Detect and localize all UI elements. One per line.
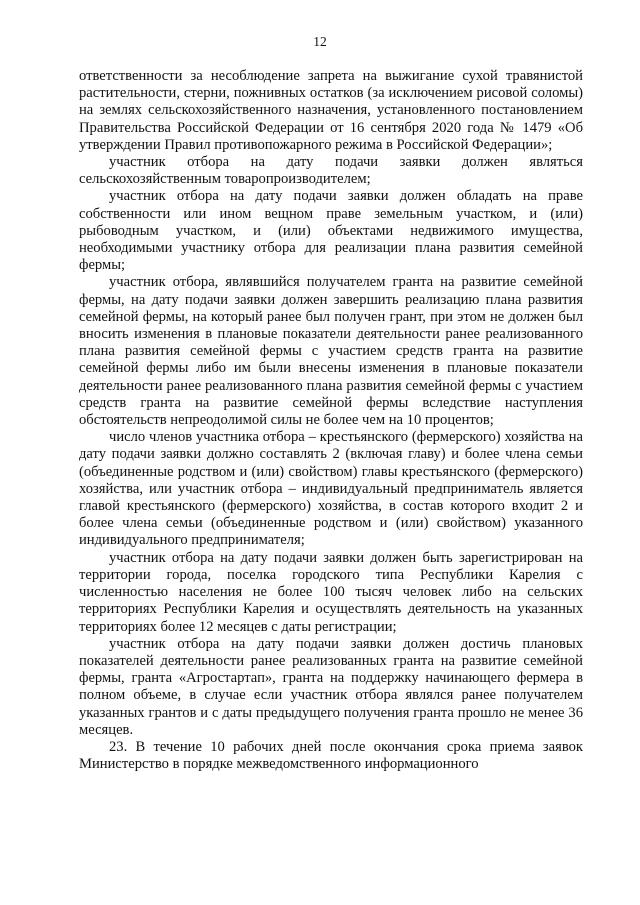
paragraph-item-23: 23. В течение 10 рабочих дней после окончания срока приема заявок Министерство в порядке межведомственного информационного (79, 738, 583, 773)
paragraph-agricultural-producer: участник отбора на дату подачи заявки должен являться сельскохозяйственным товаропроизводителем; (79, 154, 583, 188)
document-body (79, 68, 583, 773)
paragraph-planned-indicators: участник отбора на дату подачи заявки должен достичь плановых показателей деятельности ранее реализованных гранта на развитие семейной фермы, гранта «Агростартап», гранта на поддержку начинающего фермера в полном объеме, в случае если участник отбора являлся ранее получателем указанных грантов и с даты предыдущего получения гранта прошло не менее 36 месяцев. (79, 635, 583, 738)
paragraph-family-members: число членов участника отбора – крестьянского (фермерского) хозяйства на дату подачи заявки должно составлять 2 (включая главу) и более члена семьи (объединенные родством и (или) свойством) главы крестьянского (фермерского) хозяйства, или участник отбора – индивидуальный предприниматель является главой крестьянского (фермерского) хозяйства, в состав которого входит 2 и более члена семьи (объединенные родством и (или) свойством) указанного индивидуального предпринимателя; (79, 429, 583, 549)
page-number: 12 (313, 34, 327, 49)
paragraph-continuation: ответственности за несоблюдение запрета на выжигание сухой травянистой растительности, стерни, пожнивных остатков (за исключением рисовой соломы) на землях сельскохозяйственного назначения, установленного постановлением Правительства Российской Федерации от 16 сентября 2020 года № 1479 «Об утверждении Правил противопожарного режима в Российской Федерации»; (79, 68, 583, 153)
paragraph-registration: участник отбора на дату подачи заявки должен быть зарегистрирован на территории города, поселка городского типа Республики Карелия с численностью населения не более 100 тысяч человек либо на сельских территориях Республики Карелия и осуществлять деятельность на указанных территориях более 12 месяцев с даты регистрации; (79, 549, 583, 635)
paragraph-previous-grant: участник отбора, являвшийся получателем гранта на развитие семейной фермы, на дату подачи заявки должен завершить реализацию плана развития семейной фермы, на который ранее был получен грант, при этом не должен был вносить изменения в плановые показатели деятельности ранее реализованного плана развития семейной фермы с участием средств гранта на развитие семейной фермы либо им были внесены изменения в плановые показатели деятельности ранее реализованного плана развития семейной фермы с участием средств гранта на развитие семейной фермы вследствие наступления обстоятельств непреодолимой силы не более чем на 10 процентов; (79, 274, 583, 429)
paragraph-land-ownership: участник отбора на дату подачи заявки должен обладать на праве собственности или ином вещном праве земельным участком, и (или) рыбоводным участком, и (или) объектами недвижимого имущества, необходимыми участнику отбора для реализации плана развития семейной фермы; (79, 188, 583, 274)
